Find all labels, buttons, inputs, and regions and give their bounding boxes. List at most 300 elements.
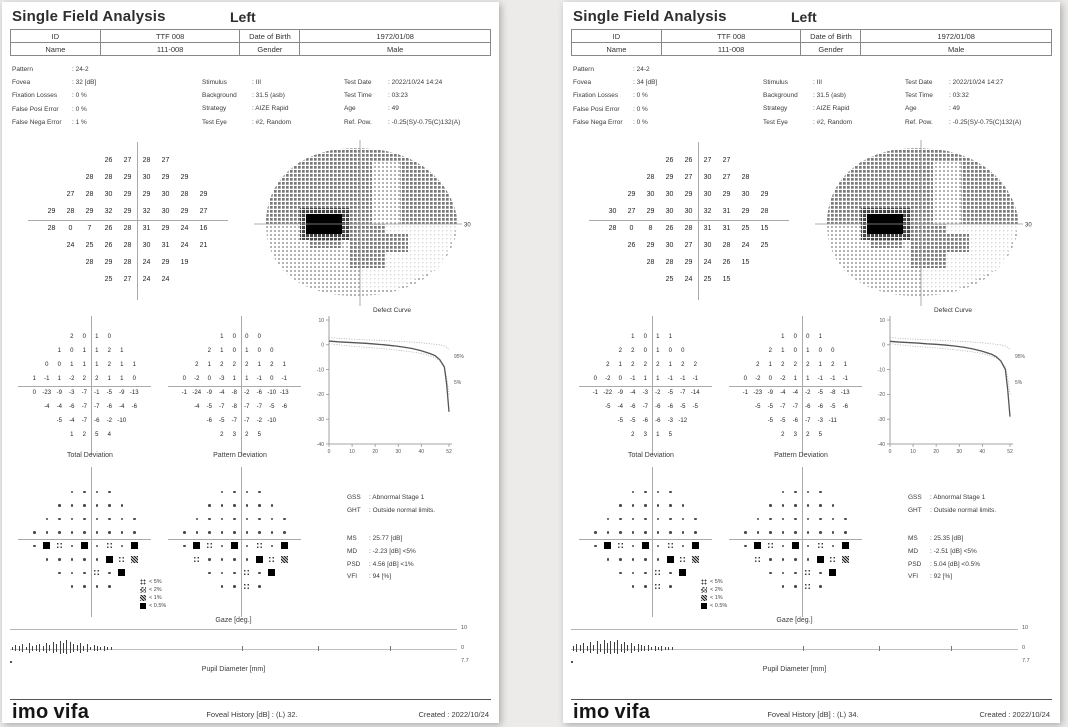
probability-glyph	[782, 531, 785, 534]
value-cell: 1	[57, 376, 61, 382]
value-cell: -5	[667, 390, 673, 396]
probability-glyph	[246, 558, 249, 561]
probability-cell	[128, 512, 141, 526]
probability-cell	[216, 566, 229, 580]
probability-cell	[639, 512, 652, 526]
legend-row	[140, 586, 166, 594]
value-cell: 15	[722, 276, 731, 283]
probability-glyph	[46, 531, 49, 534]
value-cell: 26	[104, 242, 113, 249]
value-cell: 27	[123, 276, 132, 283]
value-cell: 27	[627, 208, 636, 215]
value-cell: 16	[199, 225, 208, 232]
y-tick-label: -40	[877, 441, 885, 448]
kv-row	[908, 533, 980, 546]
patient-table	[571, 29, 1052, 56]
gaze-spike	[658, 647, 659, 650]
kv-row	[908, 546, 980, 559]
probability-glyph	[844, 518, 847, 521]
value-cell: 24	[142, 276, 151, 283]
gaze-spike	[610, 641, 611, 654]
value-cell: 1	[656, 376, 660, 382]
value-cell: 21	[199, 242, 208, 249]
value-cell: 0	[232, 334, 236, 340]
gaze-max-label: 10	[461, 625, 468, 631]
probability-cell	[241, 512, 254, 526]
probability-cell	[689, 539, 702, 553]
y-tick-label: -40	[316, 441, 324, 448]
value-cell: 2	[781, 432, 785, 438]
value-cell: 4	[107, 432, 111, 438]
value-cell: 29	[123, 191, 132, 198]
probability-cell	[614, 553, 627, 567]
value-cell: 29	[142, 191, 151, 198]
probability-cell	[66, 566, 79, 580]
value-cell: 1	[107, 376, 111, 382]
probability-glyph	[71, 531, 74, 534]
gaze-spike	[49, 645, 50, 651]
kv-key: Fixation Losses	[12, 92, 58, 100]
value-cell: -5	[56, 418, 62, 424]
table-row	[11, 43, 491, 56]
kv-key: Age	[905, 105, 917, 113]
probability-cell	[677, 553, 690, 567]
probability-glyph	[692, 542, 699, 549]
probability-glyph	[271, 531, 274, 534]
probability-glyph	[108, 518, 111, 521]
probability-cell	[241, 526, 254, 540]
probability-glyph	[206, 542, 213, 549]
gaze-spike	[36, 645, 37, 651]
probability-cell	[627, 553, 640, 567]
kv-key: Stimulus	[202, 79, 227, 86]
probability-glyph	[657, 558, 660, 561]
defect-curve-chart	[863, 304, 1053, 464]
value-cell: 27	[722, 157, 731, 164]
id-value: TTF 008	[661, 30, 801, 43]
value-cell: 0	[82, 334, 86, 340]
value-cell: 25	[703, 276, 712, 283]
probability-cell	[664, 485, 677, 499]
probability-glyph	[281, 556, 288, 563]
probability-glyph	[754, 542, 761, 549]
value-cell: -6	[655, 404, 661, 410]
kv-key: Background	[202, 92, 237, 100]
probability-glyph	[233, 585, 236, 588]
probability-glyph	[43, 542, 50, 549]
value-cell: 1	[818, 334, 822, 340]
value-cell: -7	[642, 404, 648, 410]
pattern-deviation-probability-plot	[178, 485, 291, 593]
value-cell: 28	[608, 225, 617, 232]
probability-cell	[789, 499, 802, 513]
kv-row	[202, 76, 291, 89]
value-cell: 28	[123, 225, 132, 232]
probability-cell	[116, 539, 129, 553]
probability-glyph	[819, 491, 822, 494]
gaze-spike	[100, 647, 101, 650]
value-cell: 28	[684, 225, 693, 232]
pupil-title: Pupil Diameter [mm]	[762, 666, 827, 673]
kv-value: : #2, Random	[813, 118, 853, 126]
probability-cell	[814, 539, 827, 553]
value-cell: -3	[667, 418, 673, 424]
value-cell: -4	[780, 390, 786, 396]
kv-key: Test Date	[344, 79, 372, 86]
total-deviation-probability-plot	[589, 485, 702, 593]
probability-cell	[228, 539, 241, 553]
probability-cell	[216, 526, 229, 540]
legend-row	[140, 578, 166, 586]
probability-cell	[602, 539, 615, 553]
probability-glyph	[657, 504, 660, 507]
probability-cell	[839, 539, 852, 553]
defect-series-95pct	[329, 337, 449, 349]
probability-glyph	[657, 518, 660, 521]
value-cell: -6	[792, 418, 798, 424]
kv-row	[347, 492, 435, 505]
total-deviation-grid	[28, 330, 141, 442]
legend-row	[701, 594, 727, 602]
probability-glyph	[679, 569, 686, 576]
probability-glyph	[757, 531, 760, 534]
created-date-text: Created : 2022/10/24	[979, 710, 1050, 719]
probability-glyph	[617, 542, 624, 549]
x-tick-label: 10	[349, 449, 355, 455]
grayscale-scale-label: 30	[1025, 222, 1032, 229]
probability-glyph	[669, 531, 672, 534]
value-cell: -1	[830, 376, 836, 382]
probability-glyph	[133, 531, 136, 534]
gaze-spike	[665, 647, 666, 650]
value-cell: -1	[256, 376, 262, 382]
probability-cell	[66, 539, 79, 553]
probability-glyph	[81, 542, 88, 549]
probability-cell	[752, 526, 765, 540]
probability-glyph	[782, 518, 785, 521]
kv-key: MD	[347, 547, 358, 555]
value-cell: -10	[267, 390, 277, 396]
probability-glyph	[842, 556, 849, 563]
threshold-grid	[42, 152, 213, 288]
probability-glyph	[819, 504, 822, 507]
value-cell: 1	[207, 362, 211, 368]
value-cell: -5	[755, 404, 761, 410]
value-cell: 3	[793, 432, 797, 438]
kv-key: Ref. Pow.	[905, 118, 933, 126]
gaze-zero-label: 0	[461, 645, 465, 651]
value-cell: 2	[107, 362, 111, 368]
value-cell: 26	[722, 259, 731, 266]
value-cell: 5	[818, 432, 822, 438]
probability-glyph	[131, 542, 138, 549]
probability-glyph	[594, 545, 597, 548]
probability-cell	[103, 553, 116, 567]
probability-cell	[827, 499, 840, 513]
probability-glyph	[794, 491, 797, 494]
probability-cell	[116, 512, 129, 526]
value-cell: -5	[219, 418, 225, 424]
probability-glyph	[669, 504, 672, 507]
value-cell: -3	[219, 376, 225, 382]
value-cell: 0	[629, 225, 634, 232]
metrics-block	[347, 533, 416, 584]
probability-glyph	[632, 504, 635, 507]
probability-cell	[689, 553, 702, 567]
probability-cell	[614, 499, 627, 513]
value-cell: 29	[684, 259, 693, 266]
value-cell: 2	[107, 348, 111, 354]
pupil-value-label: 7.7	[461, 658, 469, 664]
value-cell: -1	[680, 376, 686, 382]
defect-curve-chart	[302, 304, 492, 464]
value-cell: 0	[270, 348, 274, 354]
gaze-tick	[242, 646, 243, 651]
legend-row	[140, 602, 166, 610]
value-cell: 29	[85, 208, 94, 215]
y-tick-label: -10	[877, 367, 885, 374]
kv-row	[202, 102, 291, 115]
probability-cell	[78, 485, 91, 499]
value-cell: -5	[767, 418, 773, 424]
pct5-label: 5%	[454, 380, 462, 386]
probability-glyph	[221, 585, 224, 588]
value-cell: -6	[630, 404, 636, 410]
probability-cell	[53, 553, 66, 567]
probability-glyph	[644, 572, 647, 575]
value-cell: -9	[56, 390, 62, 396]
probability-glyph	[832, 531, 835, 534]
probability-cell	[777, 580, 790, 594]
probability-glyph	[619, 518, 622, 521]
kv-value: : AIZE Rapid	[813, 105, 850, 113]
value-cell: 31	[722, 208, 731, 215]
kv-key: GSS	[908, 494, 922, 501]
probability-cell	[53, 526, 66, 540]
value-cell: 30	[665, 208, 674, 215]
probability-glyph	[233, 504, 236, 507]
value-cell: 25	[665, 276, 674, 283]
kv-key: Test Eye	[763, 118, 788, 126]
pupil-trace-mark	[10, 661, 12, 663]
grayscale-texture	[262, 146, 462, 298]
probability-cell	[664, 566, 677, 580]
probability-glyph	[96, 518, 99, 521]
x-tick-label: 10	[910, 449, 916, 455]
probability-glyph	[108, 531, 111, 534]
probability-glyph	[807, 491, 810, 494]
pct95-label: 95%	[454, 354, 465, 360]
kv-row	[763, 76, 852, 89]
value-cell: 2	[756, 362, 760, 368]
probability-cell	[602, 526, 615, 540]
value-cell: 1	[82, 362, 86, 368]
probability-glyph	[58, 572, 61, 575]
value-cell: 29	[722, 191, 731, 198]
kv-value: : 03:32	[949, 92, 969, 100]
value-cell: 24	[684, 276, 693, 283]
defect-series-patient	[890, 341, 1010, 416]
value-cell: 27	[684, 174, 693, 181]
value-cell: 1	[818, 362, 822, 368]
value-cell: -4	[194, 404, 200, 410]
value-cell: -4	[44, 404, 50, 410]
probability-cell	[66, 512, 79, 526]
probability-glyph	[667, 556, 674, 563]
probability-cell	[814, 526, 827, 540]
probability-glyph	[644, 491, 647, 494]
probability-cell	[639, 539, 652, 553]
probability-glyph	[233, 491, 236, 494]
probability-cell	[41, 526, 54, 540]
value-cell: 32	[104, 208, 113, 215]
value-cell: 28	[85, 191, 94, 198]
probability-cell	[764, 512, 777, 526]
value-cell: -6	[106, 404, 112, 410]
value-cell: 2	[606, 362, 610, 368]
probability-glyph	[792, 542, 799, 549]
value-cell: 1	[220, 334, 224, 340]
kv-value: : AIZE Rapid	[252, 105, 289, 113]
probability-cell	[116, 499, 129, 513]
gender-label: Gender	[240, 43, 300, 56]
params-column-1	[12, 63, 96, 129]
value-cell: 28	[741, 174, 750, 181]
value-cell: -12	[678, 418, 688, 424]
probability-glyph	[46, 518, 49, 521]
kv-key: PSD	[347, 560, 361, 568]
legend-row	[701, 586, 727, 594]
probability-glyph	[644, 504, 647, 507]
value-cell: -13	[840, 390, 850, 396]
probability-cell	[814, 580, 827, 594]
value-cell: 1	[120, 348, 124, 354]
probability-glyph	[256, 542, 263, 549]
kv-value: : Abnormal Stage 1	[369, 494, 425, 501]
kv-key: MD	[908, 547, 919, 555]
probability-glyph	[83, 491, 86, 494]
probability-cell	[614, 512, 627, 526]
probability-glyph	[782, 491, 785, 494]
value-cell: -22	[603, 390, 613, 396]
kv-key: Pattern	[573, 66, 594, 73]
probability-glyph	[679, 556, 686, 563]
kv-key: Background	[763, 92, 798, 100]
value-cell: 1	[120, 376, 124, 382]
probability-cell	[28, 526, 41, 540]
value-cell: -8	[231, 390, 237, 396]
gaze-spike	[621, 644, 622, 652]
probability-glyph	[108, 572, 111, 575]
value-cell: 1	[95, 362, 99, 368]
probability-cell	[91, 566, 104, 580]
value-cell: -5	[106, 390, 112, 396]
probability-glyph	[682, 504, 685, 507]
name-value: 111-008	[661, 43, 801, 56]
kv-value: : -0.25(S)/-0.75(C)132(A)	[949, 118, 1022, 126]
params-column-2	[202, 76, 291, 129]
total-deviation-label: Total Deviation	[628, 452, 674, 459]
probability-cell	[614, 539, 627, 553]
value-cell: -7	[805, 418, 811, 424]
value-cell: 1	[70, 362, 74, 368]
kv-key: Test Date	[905, 79, 933, 86]
value-cell: 7	[87, 225, 92, 232]
probability-cell	[752, 553, 765, 567]
probability-cell	[266, 553, 279, 567]
gaze-spike	[624, 642, 625, 653]
probability-glyph	[682, 545, 685, 548]
probability-cell	[777, 526, 790, 540]
kv-row	[905, 76, 1021, 89]
gaze-spike	[104, 646, 105, 651]
probability-glyph	[694, 518, 697, 521]
value-cell: 30	[104, 191, 113, 198]
probability-cell	[764, 566, 777, 580]
value-cell: -3	[69, 390, 75, 396]
probability-cell	[652, 512, 665, 526]
value-cell: 0	[45, 362, 49, 368]
kv-row	[347, 546, 416, 559]
probability-cell	[664, 499, 677, 513]
value-cell: 30	[608, 208, 617, 215]
y-tick-label: -30	[877, 417, 885, 423]
value-cell: 1	[57, 348, 61, 354]
name-value: 111-008	[100, 43, 240, 56]
probability-glyph	[769, 572, 772, 575]
x-tick-label: 40	[979, 449, 986, 455]
value-cell: 0	[768, 376, 772, 382]
gaze-spike	[638, 644, 639, 652]
legend-row	[701, 578, 727, 586]
probability-cell	[652, 566, 665, 580]
probability-cell	[689, 526, 702, 540]
foveal-history-text: Foveal History [dB] : (L) 32.	[206, 710, 298, 719]
footer-divider	[10, 699, 491, 700]
probability-glyph	[744, 545, 747, 548]
value-cell: 2	[806, 362, 810, 368]
value-cell: 2	[232, 362, 236, 368]
probability-glyph	[56, 542, 63, 549]
value-cell: 0	[57, 362, 61, 368]
probability-glyph	[108, 504, 111, 507]
kv-value: : 0 %	[72, 92, 87, 100]
probability-cell	[116, 526, 129, 540]
value-cell: 27	[703, 157, 712, 164]
legend-glyph	[140, 603, 146, 609]
value-cell: 2	[631, 362, 635, 368]
probability-cell	[664, 539, 677, 553]
probability-glyph	[71, 585, 74, 588]
eye-label: Left	[791, 9, 817, 25]
value-cell: 2	[207, 348, 211, 354]
logo-vifa: vifa	[53, 701, 90, 723]
gaze-spike	[573, 646, 574, 651]
probability-glyph	[769, 518, 772, 521]
probability-cell	[216, 539, 229, 553]
probability-glyph	[632, 558, 635, 561]
probability-glyph	[283, 518, 286, 521]
value-cell: 1	[232, 376, 236, 382]
probability-cell	[91, 553, 104, 567]
probability-cell	[128, 553, 141, 567]
probability-glyph	[121, 531, 124, 534]
probability-glyph	[233, 558, 236, 561]
value-cell: 29	[161, 225, 170, 232]
defect-series-5pct	[890, 344, 1010, 395]
value-cell: 1	[768, 362, 772, 368]
probability-cell	[814, 512, 827, 526]
